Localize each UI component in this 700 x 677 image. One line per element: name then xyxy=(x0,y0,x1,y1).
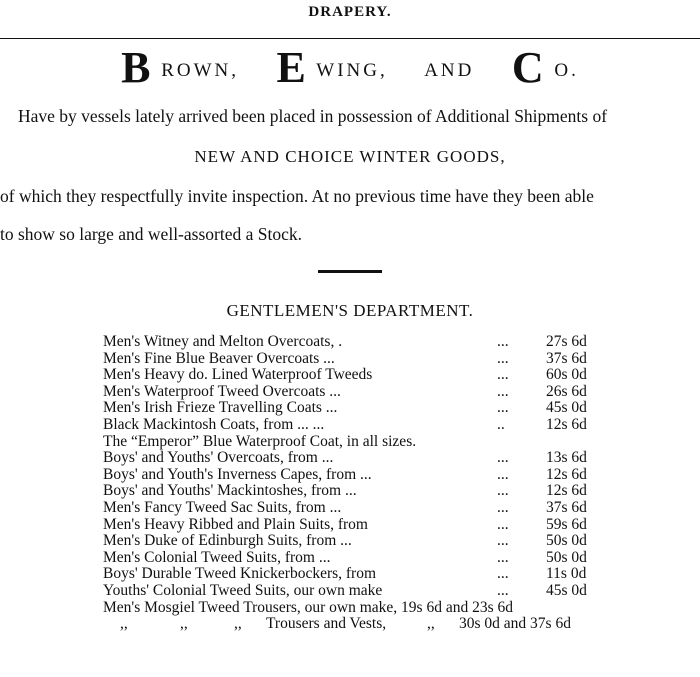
item-description: Boys' and Youth's Inverness Capes, from ... xyxy=(103,465,372,483)
intro-line-1: Have by vessels lately arrived been placed in possession of Additional Shipments of xyxy=(18,106,608,126)
list-item xyxy=(0,351,700,368)
item-description: Men's Waterproof Tweed Overcoats ... xyxy=(103,382,341,400)
leader-dots: ... xyxy=(497,333,509,350)
firm-word-wing: WING, xyxy=(316,60,388,81)
list-item xyxy=(0,583,700,600)
leader-dots: ... xyxy=(497,548,509,566)
list-item xyxy=(0,550,700,567)
item-price: 37s 6d xyxy=(546,498,587,516)
item-description: Boys' and Youths' Mackintoshes, from ... xyxy=(103,482,357,500)
firm-initial-b: B xyxy=(121,43,154,92)
list-item xyxy=(0,566,700,583)
item-price: 37s 6d xyxy=(546,349,587,367)
item-price: 50s 0d xyxy=(546,548,587,566)
price-list xyxy=(0,334,700,633)
ditto-mark: ,, xyxy=(234,615,242,633)
item-price: 11s 0d xyxy=(546,565,587,583)
item-price: 13s 6d xyxy=(546,449,587,467)
list-item xyxy=(0,517,700,534)
list-item xyxy=(0,467,700,484)
list-item-ditto xyxy=(0,616,700,633)
item-price: 30s 0d and 37s 6d xyxy=(459,615,571,633)
leader-dots: ... xyxy=(497,515,509,533)
item-price: 26s 6d xyxy=(546,382,587,400)
item-price: 45s 0d xyxy=(546,581,587,599)
firm-initial-e: E xyxy=(276,43,309,92)
ditto-mark: ,, xyxy=(427,615,435,633)
header-rule xyxy=(0,38,700,39)
item-description: Men's Witney and Melton Overcoats, . xyxy=(103,333,343,350)
goods-heading: NEW AND CHOICE WINTER GOODS, xyxy=(194,147,506,166)
item-description: Men's Fancy Tweed Sac Suits, from ... xyxy=(103,498,342,516)
firm-initial-c: C xyxy=(511,43,547,92)
item-price: 60s 0d xyxy=(546,366,587,384)
list-item xyxy=(0,367,700,384)
department-heading: GENTLEMEN'S DEPARTMENT. xyxy=(226,301,474,320)
section-divider xyxy=(318,270,382,273)
item-description: Black Mackintosh Coats, from ... ... xyxy=(103,415,325,433)
intro-line-2: of which they respectfully invite inspection. At no previous time have they been able xyxy=(0,186,594,206)
item-description: Men's Mosgiel Tweed Trousers, our own make, 19s 6d and 23s 6d xyxy=(103,598,514,616)
list-item xyxy=(0,400,700,417)
leader-dots: ... xyxy=(497,465,509,483)
list-item xyxy=(0,434,700,451)
list-item xyxy=(0,483,700,500)
leader-dots: ... xyxy=(497,498,509,516)
item-description: Men's Fine Blue Beaver Overcoats ... xyxy=(103,349,335,367)
leader-dots: ... xyxy=(497,399,509,417)
item-description: Youths' Colonial Tweed Suits, our own make xyxy=(103,581,383,599)
item-description: Men's Heavy Ribbed and Plain Suits, from xyxy=(103,515,368,533)
leader-dots: .. xyxy=(497,415,505,433)
list-item xyxy=(0,450,700,467)
item-description: Men's Colonial Tweed Suits, from ... xyxy=(103,548,331,566)
ditto-mark: ,, xyxy=(180,615,188,633)
list-item xyxy=(0,500,700,517)
leader-dots: ... xyxy=(497,565,509,583)
item-description: Boys' Durable Tweed Knickerbockers, from xyxy=(103,565,377,583)
leader-dots: ... xyxy=(497,349,509,367)
firm-word-o: O. xyxy=(554,60,579,81)
item-description: Men's Duke of Edinburgh Suits, from ... xyxy=(103,532,352,550)
item-price: 12s 6d xyxy=(546,415,587,433)
leader-dots: ... xyxy=(497,449,509,467)
leader-dots: ... xyxy=(497,382,509,400)
list-item xyxy=(0,384,700,401)
leader-dots: ... xyxy=(497,366,509,384)
leader-dots: ... xyxy=(497,581,509,599)
section-heading: DRAPERY. xyxy=(308,4,392,20)
item-price: 50s 0d xyxy=(546,532,587,550)
item-description: Trousers and Vests, xyxy=(266,615,387,633)
item-price: 27s 6d xyxy=(546,333,587,350)
list-item xyxy=(0,417,700,434)
firm-word-and: AND xyxy=(424,60,475,81)
leader-dots: ... xyxy=(497,532,509,550)
intro-line-3: to show so large and well-assorted a Stock. xyxy=(0,224,302,244)
item-description: The “Emperor” Blue Waterproof Coat, in all sizes. xyxy=(103,432,417,450)
list-item xyxy=(0,533,700,550)
firm-word-rown: ROWN, xyxy=(161,60,240,81)
item-description: Men's Irish Frieze Travelling Coats ... xyxy=(103,399,338,417)
item-price: 12s 6d xyxy=(546,465,587,483)
list-item xyxy=(0,334,700,351)
ditto-mark: ,, xyxy=(120,615,128,633)
item-price: 45s 0d xyxy=(546,399,587,417)
item-price: 59s 6d xyxy=(546,515,587,533)
item-description: Men's Heavy do. Lined Waterproof Tweeds xyxy=(103,366,373,384)
firm-name xyxy=(0,42,700,93)
item-price: 12s 6d xyxy=(546,482,587,500)
list-item xyxy=(0,600,700,617)
leader-dots: ... xyxy=(497,482,509,500)
item-description: Boys' and Youths' Overcoats, from ... xyxy=(103,449,334,467)
